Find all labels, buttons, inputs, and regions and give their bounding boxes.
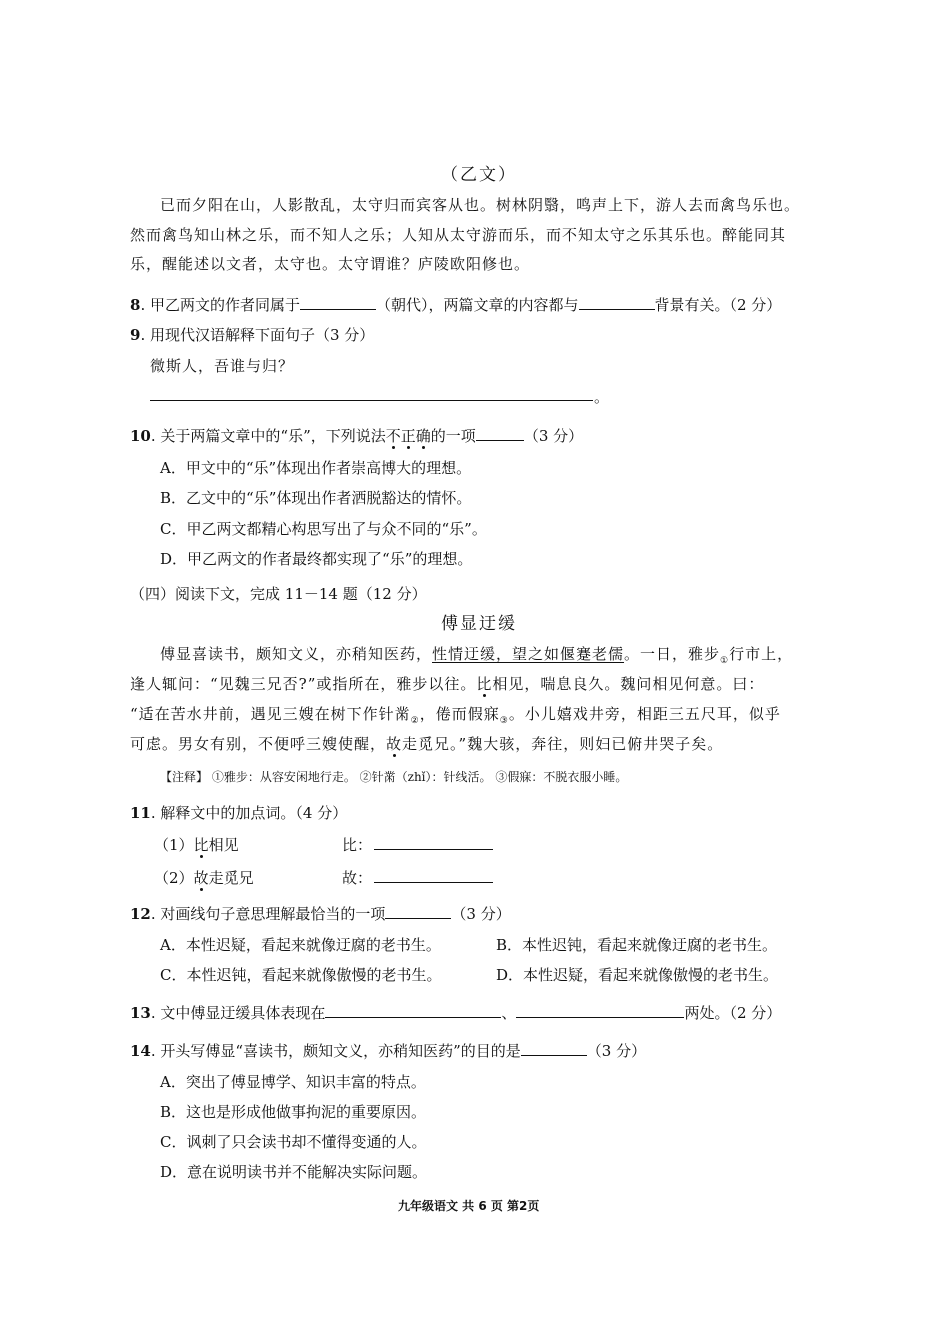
emphasis-char: 故 — [386, 735, 403, 753]
answer-blank-q13-1[interactable] — [325, 1017, 501, 1018]
q11-item-2 — [154, 867, 254, 888]
question-number: 12 — [130, 905, 151, 923]
passage-text: “适在苦水井前，遇见三嫂在树下作针黹 — [130, 705, 411, 723]
q10-option-b[interactable]: B．乙文中的“乐”体现出作者洒脱豁达的情怀。 — [160, 489, 472, 507]
emphasis-char: 正 — [400, 427, 416, 445]
passage-text: 。一日，雅步 — [624, 645, 721, 663]
question-13 — [130, 1002, 781, 1023]
emphasis-char: 确 — [415, 427, 431, 445]
emphasis-char: 故 — [193, 869, 209, 887]
passage-line-4 — [130, 733, 723, 754]
emphasis-char: 比 — [476, 675, 493, 693]
q10-option-d[interactable]: D．甲乙两文的作者最终都实现了“乐”的理想。 — [160, 550, 473, 568]
answer-line-q9[interactable] — [150, 400, 593, 401]
q10-option-c[interactable]: C．甲乙两文都精心构思写出了与众不同的“乐”。 — [160, 520, 487, 538]
q14-option-b[interactable]: B．这也是形成他做事拘泥的重要原因。 — [160, 1103, 427, 1121]
question-text: . 解释文中的加点词。（4 分） — [150, 804, 348, 822]
question-text: . 用现代汉语解释下面句子（3 分） — [140, 326, 375, 344]
question-10 — [130, 425, 583, 446]
passage-text: 傅显喜读书，颇知文义，亦稍知医药， — [160, 645, 433, 663]
question-text: 背景有关。（2 分） — [654, 296, 782, 314]
emphasis-char: 比 — [193, 836, 209, 854]
q12-option-a[interactable]: A．本性迟疑，看起来就像迂腐的老书生。 — [160, 936, 441, 954]
q14-option-d[interactable]: D．意在说明读书并不能解决实际问题。 — [160, 1163, 428, 1181]
question-11 — [130, 802, 347, 823]
underlined-sentence: 性情迂缓，望之如偃蹇老儒 — [432, 645, 625, 663]
yiwen-heading: （乙文） — [441, 165, 517, 185]
item-label: 走觅兄 — [208, 869, 254, 887]
note-marker: ③ — [499, 716, 509, 726]
yiwen-line-2: 然而禽鸟知山林之乐，而不知人之乐；人知从太守游而乐，而不知太守之乐其乐也。醉能同其 — [130, 226, 787, 244]
question-9 — [130, 324, 374, 345]
question-number: 14 — [130, 1042, 151, 1060]
q11-item-2-key: 故： — [342, 869, 373, 887]
passage-text: ，倦而假寐 — [419, 705, 500, 723]
question-text: 两处。（2 分） — [684, 1004, 782, 1022]
answer-blank-dynasty[interactable] — [300, 309, 376, 310]
question-text: . 文中傅显迂缓具体表现在 — [150, 1004, 326, 1022]
note-marker: ② — [410, 716, 420, 726]
item-label: （1） — [154, 836, 194, 854]
item-label: 相见 — [208, 836, 239, 854]
q11-item-1 — [154, 834, 239, 855]
answer-blank-q14[interactable] — [521, 1055, 587, 1056]
question-number: 9 — [130, 326, 141, 344]
passage-line-1 — [160, 643, 793, 666]
passage-text: 走觅兄。”魏大骇，奔往，则妇已俯井哭子矣。 — [402, 735, 724, 753]
answer-blank-q11-2[interactable] — [374, 882, 493, 883]
passage-text: 行市上， — [729, 645, 794, 663]
q9-end-mark: 。 — [594, 388, 610, 406]
question-text: . 关于两篇文章中的“乐”，下列说法 — [150, 427, 386, 445]
q9-sentence: 微斯人，吾谁与归？ — [150, 357, 295, 375]
emphasis-char: 不 — [385, 427, 401, 445]
question-8 — [130, 294, 781, 315]
question-score: （3 分） — [586, 1042, 647, 1060]
item-label: （2） — [154, 869, 194, 887]
question-text: . 甲乙两文的作者同属于 — [140, 296, 300, 314]
passage-text: 可虑。男女有别，不便呼三嫂使醒， — [130, 735, 387, 753]
question-number: 10 — [130, 427, 151, 445]
q11-item-1-key: 比： — [342, 836, 373, 854]
section-4-intro: （四）阅读下文，完成 11－14 题（12 分） — [130, 585, 427, 603]
question-text: （朝代），两篇文章的内容都与 — [375, 296, 579, 314]
q10-option-a[interactable]: A．甲文中的“乐”体现出作者崇高博大的理想。 — [160, 459, 472, 477]
passage-line-2 — [130, 673, 764, 694]
answer-blank-q13-2[interactable] — [516, 1017, 684, 1018]
question-14 — [130, 1040, 646, 1061]
question-text: . 对画线句子意思理解最恰当的一项 — [150, 905, 386, 923]
q12-option-b[interactable]: B．本性迟钝，看起来就像迂腐的老书生。 — [496, 936, 778, 954]
q14-option-a[interactable]: A．突出了傅显博学、知识丰富的特点。 — [160, 1073, 426, 1091]
passage-text: 。小儿嬉戏井旁，相距三五尺耳，似乎 — [508, 705, 781, 723]
passage-text: 相见，喘息良久。魏问相见何意。曰： — [492, 675, 765, 693]
q14-option-c[interactable]: C．讽刺了只会读书却不懂得变通的人。 — [160, 1133, 427, 1151]
question-number: 8 — [130, 296, 141, 314]
question-score: （3 分） — [451, 905, 511, 923]
question-text: . 开头写傅显“喜读书，颇知文义，亦稍知医药”的目的是 — [150, 1042, 521, 1060]
answer-blank-q10[interactable] — [476, 440, 524, 441]
passage-line-3 — [130, 703, 781, 726]
passage-title: 傅显迂缓 — [441, 614, 517, 634]
question-text: 的一项 — [430, 427, 476, 445]
question-number: 11 — [130, 804, 151, 822]
yiwen-line-3: 乐，醒能述以文者，太守也。太守谓谁？庐陵欧阳修也。 — [130, 255, 531, 273]
passage-notes: 【注释】 ①雅步：从容安闲地行走。 ②针黹（zhǐ）：针线活。 ③假寐：不脱衣服小睡。 — [160, 770, 628, 784]
answer-blank-q11-1[interactable] — [374, 849, 493, 850]
question-12 — [130, 903, 511, 924]
answer-blank-q12[interactable] — [385, 918, 451, 919]
question-score: （3 分） — [523, 427, 584, 445]
page-footer: 九年级语文 共 6 页 第2页 — [398, 1199, 540, 1213]
question-number: 13 — [130, 1004, 151, 1022]
q12-option-c[interactable]: C．本性迟钝，看起来就像傲慢的老书生。 — [160, 966, 442, 984]
note-marker: ① — [720, 656, 730, 666]
answer-blank-background[interactable] — [579, 309, 655, 310]
q12-option-d[interactable]: D．本性迟疑，看起来就像傲慢的老书生。 — [496, 966, 779, 984]
passage-text: 逢人辄问：“见魏三兄否?”或指所在，雅步以往。 — [130, 675, 477, 693]
yiwen-line-1: 已而夕阳在山，人影散乱，太守归而宾客从也。树林阴翳，鸣声上下，游人去而禽鸟乐也。 — [160, 196, 801, 214]
separator: 、 — [501, 1004, 517, 1022]
